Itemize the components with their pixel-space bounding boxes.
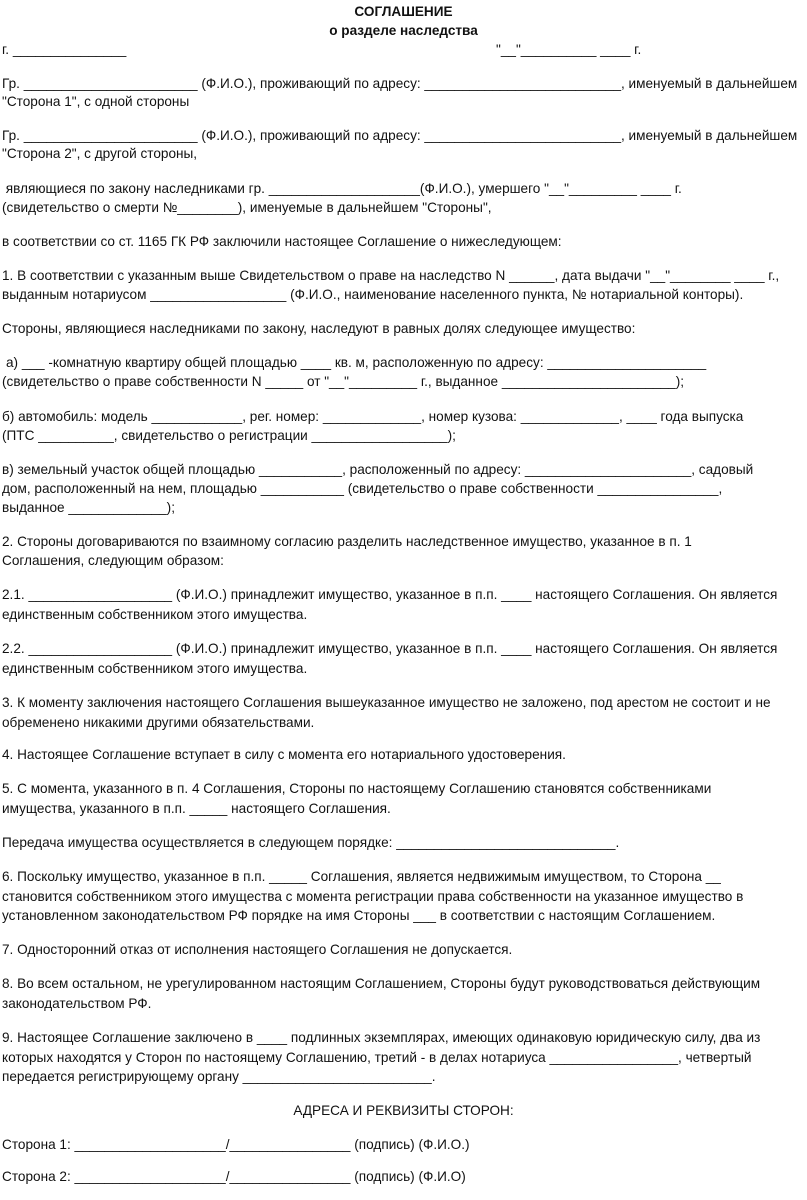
- clause6-line3: установленном законодательством РФ порядке на имя Стороны ___ в соответствии с настоящим Соглашением.: [2, 908, 716, 923]
- document-title: СОГЛАШЕНИЕ: [354, 4, 453, 19]
- clause6-line2: становится собственником этого имущества с момента регистрации права собственности на указанное имущество в: [2, 889, 744, 904]
- item-b-line2: (ПТС __________, свидетельство о регистрации __________________);: [2, 428, 456, 443]
- heirs-line1: являющиеся по закону наследниками гр. ____________________(Ф.И.О.), умершего "__"_________ ____ г.: [2, 181, 682, 196]
- clause9-line1: 9. Настоящее Соглашение заключено в ____ подлинных экземплярах, имеющих одинаковую юридическую силу, два из: [2, 1030, 761, 1045]
- document-subtitle: о разделе наследства: [329, 23, 478, 38]
- transfer-text: Передача имущества осуществляется в следующем порядке: _____________________________.: [2, 835, 620, 850]
- clause8-line1: 8. Во всем остальном, не урегулированном настоящим Соглашением, Стороны будут руководствоваться действующим: [2, 976, 761, 991]
- clause7: 7. Односторонний отказ от исполнения настоящего Соглашения не допускается.: [2, 942, 513, 957]
- preamble: в соответствии со ст. 1165 ГК РФ заключили настоящее Соглашение о нижеследующем:: [2, 234, 562, 249]
- clause4: 4. Настоящее Соглашение вступает в силу с момента его нотариального удостоверения.: [2, 747, 566, 762]
- party2-line1: Гр. _______________________ (Ф.И.О.), проживающий по адресу: __________________________, именуемый в дальнейшем: [2, 128, 798, 143]
- inherit-text: Стороны, являющиеся наследниками по закону, наследуют в равных долях следующее имущество:: [2, 321, 636, 336]
- clause9-line3: передается регистрирующему органу _________________________.: [2, 1069, 436, 1084]
- party1-line2: "Сторона 1", с одной стороны: [2, 94, 190, 109]
- item-c-line3: выданное _____________);: [2, 500, 175, 515]
- clause5-line1: 5. С момента, указанного в п. 4 Соглашения, Стороны по настоящему Соглашению становятся собственниками: [2, 781, 712, 796]
- signature-line-party1: Сторона 1: ____________________/________________ (подпись) (Ф.И.О.): [2, 1137, 470, 1152]
- item-a-line1: а) ___ -комнатную квартиру общей площадью ____ кв. м, расположенную по адресу: _____________________: [6, 355, 707, 370]
- item-b-line1: б) автомобиль: модель ____________, рег. номер: _____________, номер кузова: _____________, ____ года выпуска: [2, 409, 744, 424]
- clause6-line1: 6. Поскольку имущество, указанное в п.п. _____ Соглашения, является недвижимым имуществом, то Сторона __: [2, 869, 721, 884]
- item-a-line2: (свидетельство о праве собственности N _____ от "__"_________ г., выданное _______________________);: [2, 374, 685, 389]
- item-c-line2: дом, расположенный на нем, площадью ___________ (свидетельство о праве собственности ________________,: [2, 481, 723, 496]
- clause2-line1: 2. Стороны договариваются по взаимному согласию разделить наследственное имущество, указанное в п. 1: [2, 534, 692, 549]
- clause2-2-line2: единственным собственником этого имущества.: [2, 661, 308, 676]
- item-c-line1: в) земельный участок общей площадью ___________, расположенный по адресу: ______________________, садовый: [2, 462, 754, 477]
- clause3-line1: 3. К моменту заключения настоящего Соглашения вышеуказанное имущество не заложено, под арестом не состоит и не: [2, 695, 771, 710]
- clause1-line2: выданным нотариусом __________________ (Ф.И.О., наименование населенного пункта, № нотариальной конторы).: [2, 287, 744, 302]
- clause8-line2: законодательством РФ.: [2, 996, 152, 1011]
- clause2-1-line1: 2.1. ___________________ (Ф.И.О.) принадлежит имущество, указанное в п.п. ____ настоящего Соглашения. Он является: [2, 587, 778, 602]
- party1-line1: Гр. _______________________ (Ф.И.О.), проживающий по адресу: __________________________, именуемый в дальнейшем: [2, 76, 798, 91]
- clause9-line2: которых находятся у Сторон по настоящему Соглашению, третий - в делах нотариуса _________________, четвертый: [2, 1050, 752, 1065]
- party2-line2: "Сторона 2", с другой стороны,: [2, 146, 198, 161]
- clause3-line2: обременено никакими другими обязательствами.: [2, 715, 315, 730]
- date-line: "__"__________ ____ г.: [496, 42, 642, 57]
- clause2-2-line1: 2.2. ___________________ (Ф.И.О.) принадлежит имущество, указанное в п.п. ____ настоящего Соглашения. Он является: [2, 641, 778, 656]
- clause2-1-line2: единственным собственником этого имущества.: [2, 607, 308, 622]
- clause2-line2: Соглашения, следующим образом:: [2, 553, 224, 568]
- city-line: г. _______________: [2, 42, 127, 57]
- heirs-line2: (свидетельство о смерти №________), именуемые в дальнейшем "Стороны",: [2, 200, 492, 215]
- clause5-line2: имущества, указанного в п.п. _____ настоящего Соглашения.: [2, 801, 391, 816]
- requisites-heading: АДРЕСА И РЕКВИЗИТЫ СТОРОН:: [293, 1103, 514, 1118]
- signature-line-party2: Сторона 2: ____________________/________________ (подпись) (Ф.И.О): [2, 1169, 466, 1184]
- clause1-line1: 1. В соответствии с указанным выше Свидетельством о праве на наследство N ______, дата выдачи "__"________ ____ г.,: [2, 268, 780, 283]
